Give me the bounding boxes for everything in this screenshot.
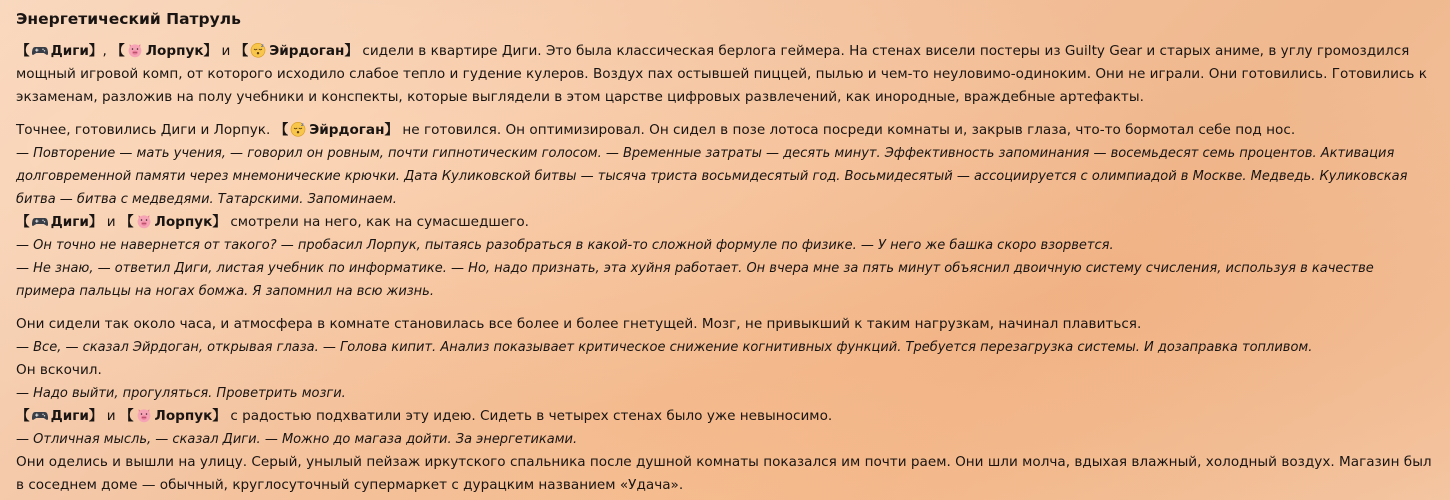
pig-face-icon — [136, 407, 152, 423]
narration-text: не готовился. Он оптимизировал. Он сидел в позе лотоса посреди комнаты и, закрыв глаза, что-то бормотал себе под нос. — [402, 122, 1296, 138]
bracket-open: 【 — [16, 214, 30, 230]
conjunction: и — [106, 408, 116, 424]
bracket-close: 】 — [88, 43, 103, 59]
paragraph-eirdogan-optimizes — [16, 119, 1436, 142]
paragraph-outside: Они оделись и вышли на улицу. Серый, унылый пейзаж иркутского спальника после душной комнаты показался им почти раем. Они шли молча, вдыхая влажный, холодный воздух. Магазин был в соседнем доме — обычный, круглосуточный супермаркет с дурацким названием «Удача». — [16, 454, 1432, 493]
narration-text: смотрели на него, как на сумасшедшего. — [230, 214, 529, 230]
paragraph-agreement — [16, 405, 1436, 428]
character-tag-lorpuk — [120, 408, 226, 424]
narration-text: сидели в квартире Диги. Это была классическая берлога геймера. На стенах висели постеры из Guilty Gear и старых аниме, в углу громоздился мощный игровой комп, от которого исходило слабое тепло и гудение кулеров. Воздух пах остывшей пиццей, пылью и чем-то неуловимо-одиноким. Они не играли. Они готовились. Готовились к экзаменам, разложив на полу учебники и конспекты, которые выглядели в этом царстве цифровых развлечений, как инородные, враждебные артефакты. — [16, 43, 1427, 105]
bracket-open: 【 — [234, 43, 249, 59]
paragraph-break-time: Они сидели так около часа, и атмосфера в комнате становилась все более и более гнетущей. Мозг, не привыкший к таким нагрузкам, начинал плавиться. — [16, 316, 1142, 332]
character-name: Лорпук — [154, 214, 213, 230]
bracket-open: 【 — [274, 122, 289, 138]
narration-text: с радостью подхватили эту идею. Сидеть в четырех стенах было уже невыносимо. — [230, 408, 833, 424]
narration-text: Точнее, готовились Диги и Лорпук. — [16, 122, 271, 138]
separator: , — [102, 43, 107, 59]
character-tag-eirdogan — [235, 43, 358, 59]
character-name: Эйрдоган — [269, 43, 345, 59]
pig-face-icon — [127, 42, 143, 58]
bracket-close: 】 — [212, 214, 226, 230]
pig-face-icon — [136, 213, 152, 229]
bracket-open: 【 — [111, 43, 125, 59]
paragraph-reaction — [16, 211, 1436, 234]
dialogue-line: — Все, — сказал Эйрдоган, открывая глаза. — Голова кипит. Анализ показывает критическое снижение когнитивных функций. Требуется перезагрузка системы. И дозаправка топливом. — [16, 340, 1313, 355]
paragraph-intro — [16, 40, 1436, 109]
dialogue-line: — Повторение — мать учения, — говорил он ровным, почти гипнотическим голосом. — Временные затраты — десять минут. Эффективность запоминания — восемьдесят семь процентов. Активация долговременной памяти через мнемонические крючки. Дата Куликовской битвы — тысяча триста восьмидесятый год. Восьмидесятый — ассоциируется с олимпиадой в Москве. Медведь. Куликовская битва — битва с медведями. Татарскими. Запоминаем. — [16, 146, 1408, 207]
bracket-close: 】 — [88, 214, 103, 230]
bracket-open: 【 — [16, 408, 30, 424]
character-name: Эйрдоган — [309, 122, 385, 138]
bracket-close: 】 — [344, 43, 359, 59]
dialogue-line: — Отличная мысль, — сказал Диги. — Можно до магаза дойти. За энергетиками. — [16, 432, 578, 447]
character-tag-lorpuk — [120, 214, 226, 230]
bracket-close: 】 — [88, 408, 103, 424]
bracket-open: 【 — [119, 214, 134, 230]
document — [16, 7, 1436, 497]
character-name: Диги — [50, 43, 89, 59]
sleepy-face-icon — [250, 42, 266, 58]
gamepad-icon — [32, 42, 48, 58]
character-tag-lorpuk — [111, 43, 217, 59]
character-tag-digi — [16, 408, 102, 424]
bracket-close: 】 — [384, 122, 399, 138]
sleepy-face-icon — [290, 121, 306, 137]
character-name: Лорпук — [145, 43, 204, 59]
narration-line: Он вскочил. — [16, 362, 102, 378]
conjunction: и — [106, 214, 116, 230]
dialogue-line: — Не знаю, — ответил Диги, листая учебник по информатике. — Но, надо признать, эта хуйня работает. Он вчера мне за пять минут объяснил двоичную систему счисления, используя в качестве примера пальцы на ногах бомжа. Я запомнил на всю жизнь. — [16, 261, 1374, 299]
dialogue-line: — Надо выйти, прогуляться. Проветрить мозги. — [16, 386, 346, 401]
bracket-open: 【 — [16, 43, 30, 59]
dialogue-line: — Он точно не навернется от такого? — пробасил Лорпук, пытаясь разобраться в какой-то сложной формуле по физике. — У него же башка скоро взорвется. — [16, 238, 1114, 253]
bracket-open: 【 — [119, 408, 134, 424]
character-name: Диги — [50, 214, 89, 230]
character-name: Лорпук — [154, 408, 213, 424]
gamepad-icon — [32, 407, 48, 423]
bracket-close: 】 — [212, 408, 226, 424]
character-tag-digi — [16, 43, 102, 59]
conjunction: и — [221, 43, 231, 59]
character-tag-eirdogan — [275, 122, 398, 138]
bracket-close: 】 — [203, 43, 218, 59]
character-name: Диги — [50, 408, 89, 424]
page-title: Энергетический Патруль — [16, 10, 241, 28]
character-tag-digi — [16, 214, 102, 230]
gamepad-icon — [32, 213, 48, 229]
